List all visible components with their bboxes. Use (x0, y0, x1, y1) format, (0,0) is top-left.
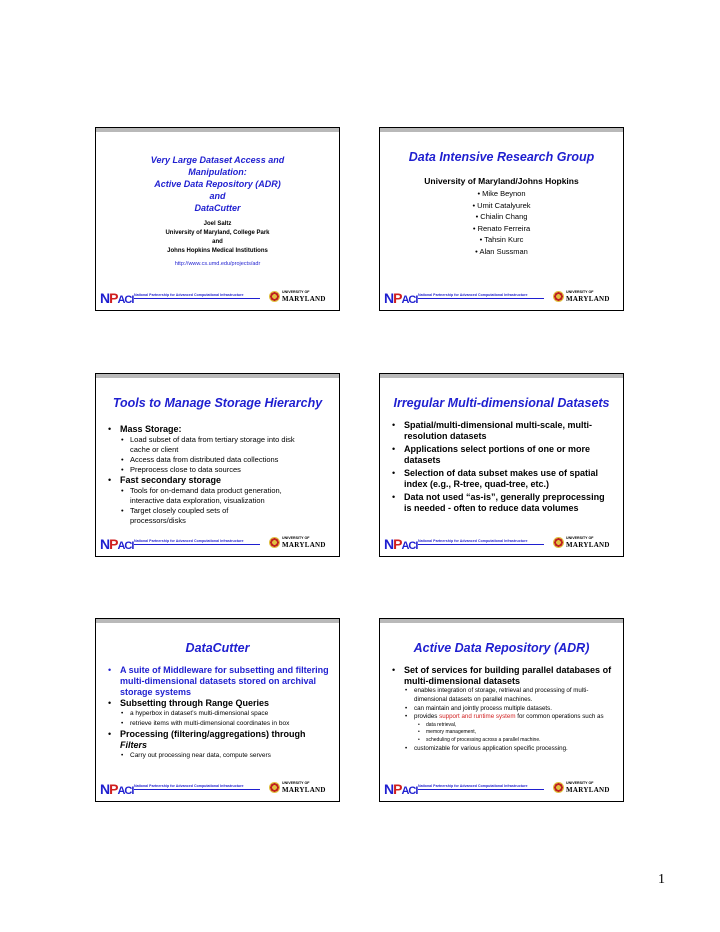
title-line-4: and (209, 191, 226, 201)
title-line-2: Manipulation: (188, 167, 247, 177)
sub-bullet: • retrieve items with multi-dimensional coordinates in box (96, 719, 339, 729)
bullet: • Data not used “as-is”, generally preprocessing is needed - often to reduce data volumes (380, 492, 609, 514)
umd-logo: UNIVERSITY OF MARYLAND (269, 781, 325, 795)
affiliation-umd: University of Maryland, College Park (165, 230, 270, 236)
bullet-filters: • Processing (filtering/aggregations) through Filters (96, 729, 339, 751)
list-item: • Renato Ferreira (472, 223, 531, 233)
bullet-mass-storage: • Mass Storage: (96, 424, 339, 435)
slide-header-bar (96, 128, 339, 132)
sub-bullet: • customizable for various application specific processing. (380, 744, 623, 753)
umd-seal-icon (553, 782, 564, 793)
umd-logo: UNIVERSITY OF MARYLAND (553, 536, 609, 550)
umd-logo: UNIVERSITY OF MARYLAND (553, 781, 609, 795)
list-item: • Mike Beynon (477, 189, 526, 198)
npaci-footer-text: National Partnership for Advanced Computational Infrastructure (134, 539, 260, 545)
npaci-logo: NPACI (100, 536, 134, 552)
npaci-footer-text: National Partnership for Advanced Computational Infrastructure (418, 784, 544, 790)
npaci-footer-text: National Partnership for Advanced Computational Infrastructure (418, 539, 544, 545)
bullet-fast-storage: • Fast secondary storage (96, 475, 339, 486)
list-item: • Chialin Chang (475, 212, 528, 221)
slide-5 (95, 618, 340, 802)
slide-header-bar (380, 374, 623, 378)
bullet-range-queries: • Subsetting through Range Queries (96, 698, 339, 709)
slide-footer (384, 779, 619, 797)
slide-4 (379, 373, 624, 557)
sub-bullet: • Preprocess close to data sources (96, 465, 339, 475)
npaci-logo: NPACI (384, 781, 418, 797)
npaci-footer-text: National Partnership for Advanced Computational Infrastructure (134, 293, 260, 299)
sub-bullet: • can maintain and jointly process multiple datasets. (380, 704, 623, 713)
umd-logo: UNIVERSITY OF MARYLAND (553, 290, 609, 304)
sub-bullet: • provides support and runtime system for common operations such as (380, 713, 614, 722)
slide-footer (100, 534, 335, 552)
slide-title: Data Intensive Research Group (408, 150, 595, 164)
page-number: 1 (658, 872, 665, 887)
npaci-footer-text: National Partnership for Advanced Computational Infrastructure (418, 293, 544, 299)
sub-bullet: • enables integration of storage, retrieval and processing of multi-dimensional datasets on parallel machines. (380, 687, 614, 704)
sub-bullet: • a hyperbox in dataset’s multi-dimensional space (96, 709, 339, 719)
umd-seal-icon (553, 537, 564, 548)
list-item: • Umit Catalyurek (472, 200, 531, 210)
slide-title (96, 154, 339, 214)
umd-seal-icon (269, 291, 280, 302)
bullet: • Set of services for building parallel databases of multi-dimensional datasets (380, 665, 619, 687)
list-item: • Alan Sussman (475, 246, 528, 256)
sub-bullet: • Tools for on-demand data product generation, interactive data exploration, visualization (96, 486, 310, 506)
sub-bullet: • Carry out processing near data, compute servers (96, 751, 339, 761)
title-line-1: Very Large Dataset Access and (150, 155, 285, 165)
slide-title: Tools to Manage Storage Hierarchy (112, 396, 323, 410)
sub-sub-bullet: • memory management, (380, 729, 623, 737)
author: Joel Saltz (203, 221, 232, 227)
npaci-logo: NPACI (384, 290, 418, 306)
project-url[interactable]: http://www.cs.umd.edu/projects/adr (174, 261, 261, 267)
slide-title: DataCutter (185, 641, 250, 655)
npaci-logo: NPACI (100, 290, 134, 306)
slide-2 (379, 127, 624, 311)
title-line-5: DataCutter (194, 203, 241, 213)
slide-subtitle: University of Maryland/Johns Hopkins (424, 176, 579, 186)
umd-seal-icon (553, 291, 564, 302)
sub-bullet: • Access data from distributed data collections (96, 455, 339, 465)
bullet-middleware: • A suite of Middleware for subsetting and filtering multi-dimensional datasets stored on archival storage systems (96, 665, 335, 698)
list-item: • Tahsin Kurc (479, 235, 524, 244)
affiliation-and: and (212, 239, 223, 245)
slide-header-bar (96, 374, 339, 378)
slide-title: Active Data Repository (ADR) (413, 641, 590, 655)
slide-1 (95, 127, 340, 311)
slide-title: Irregular Multi-dimensional Datasets (393, 396, 610, 410)
bullet: • Applications select portions of one or more datasets (380, 444, 604, 466)
npaci-footer-text: National Partnership for Advanced Computational Infrastructure (134, 784, 260, 790)
title-line-3: Active Data Repository (ADR) (154, 179, 281, 189)
sub-sub-bullet: • data retrieval, (380, 722, 623, 730)
sub-bullet: • Target closely coupled sets of processors/disks (96, 506, 280, 526)
umd-logo: UNIVERSITY OF MARYLAND (269, 536, 325, 550)
slide-footer (384, 288, 619, 306)
member-list (380, 188, 623, 257)
sub-sub-bullet: • scheduling of processing across a parallel machine. (380, 737, 623, 745)
npaci-logo: NPACI (100, 781, 134, 797)
slide-footer (100, 288, 335, 306)
sub-bullet: • Load subset of data from tertiary storage into disk cache or client (96, 435, 310, 455)
bullet: • Spatial/multi-dimensional multi-scale, multi-resolution datasets (380, 420, 604, 442)
slide-6 (379, 618, 624, 802)
umd-seal-icon (269, 782, 280, 793)
slide-footer (100, 779, 335, 797)
affiliation-jhu: Johns Hopkins Medical Institutions (167, 248, 268, 254)
npaci-logo: NPACI (384, 536, 418, 552)
slide-footer (384, 534, 619, 552)
bullet: • Selection of data subset makes use of spatial index (e.g., R-tree, quad-tree, etc.) (380, 468, 604, 490)
umd-logo: UNIVERSITY OF MARYLAND (269, 290, 325, 304)
umd-seal-icon (269, 537, 280, 548)
slide-3 (95, 373, 340, 557)
slide-header-bar (380, 619, 623, 623)
slide-header-bar (380, 128, 623, 132)
slide-header-bar (96, 619, 339, 623)
